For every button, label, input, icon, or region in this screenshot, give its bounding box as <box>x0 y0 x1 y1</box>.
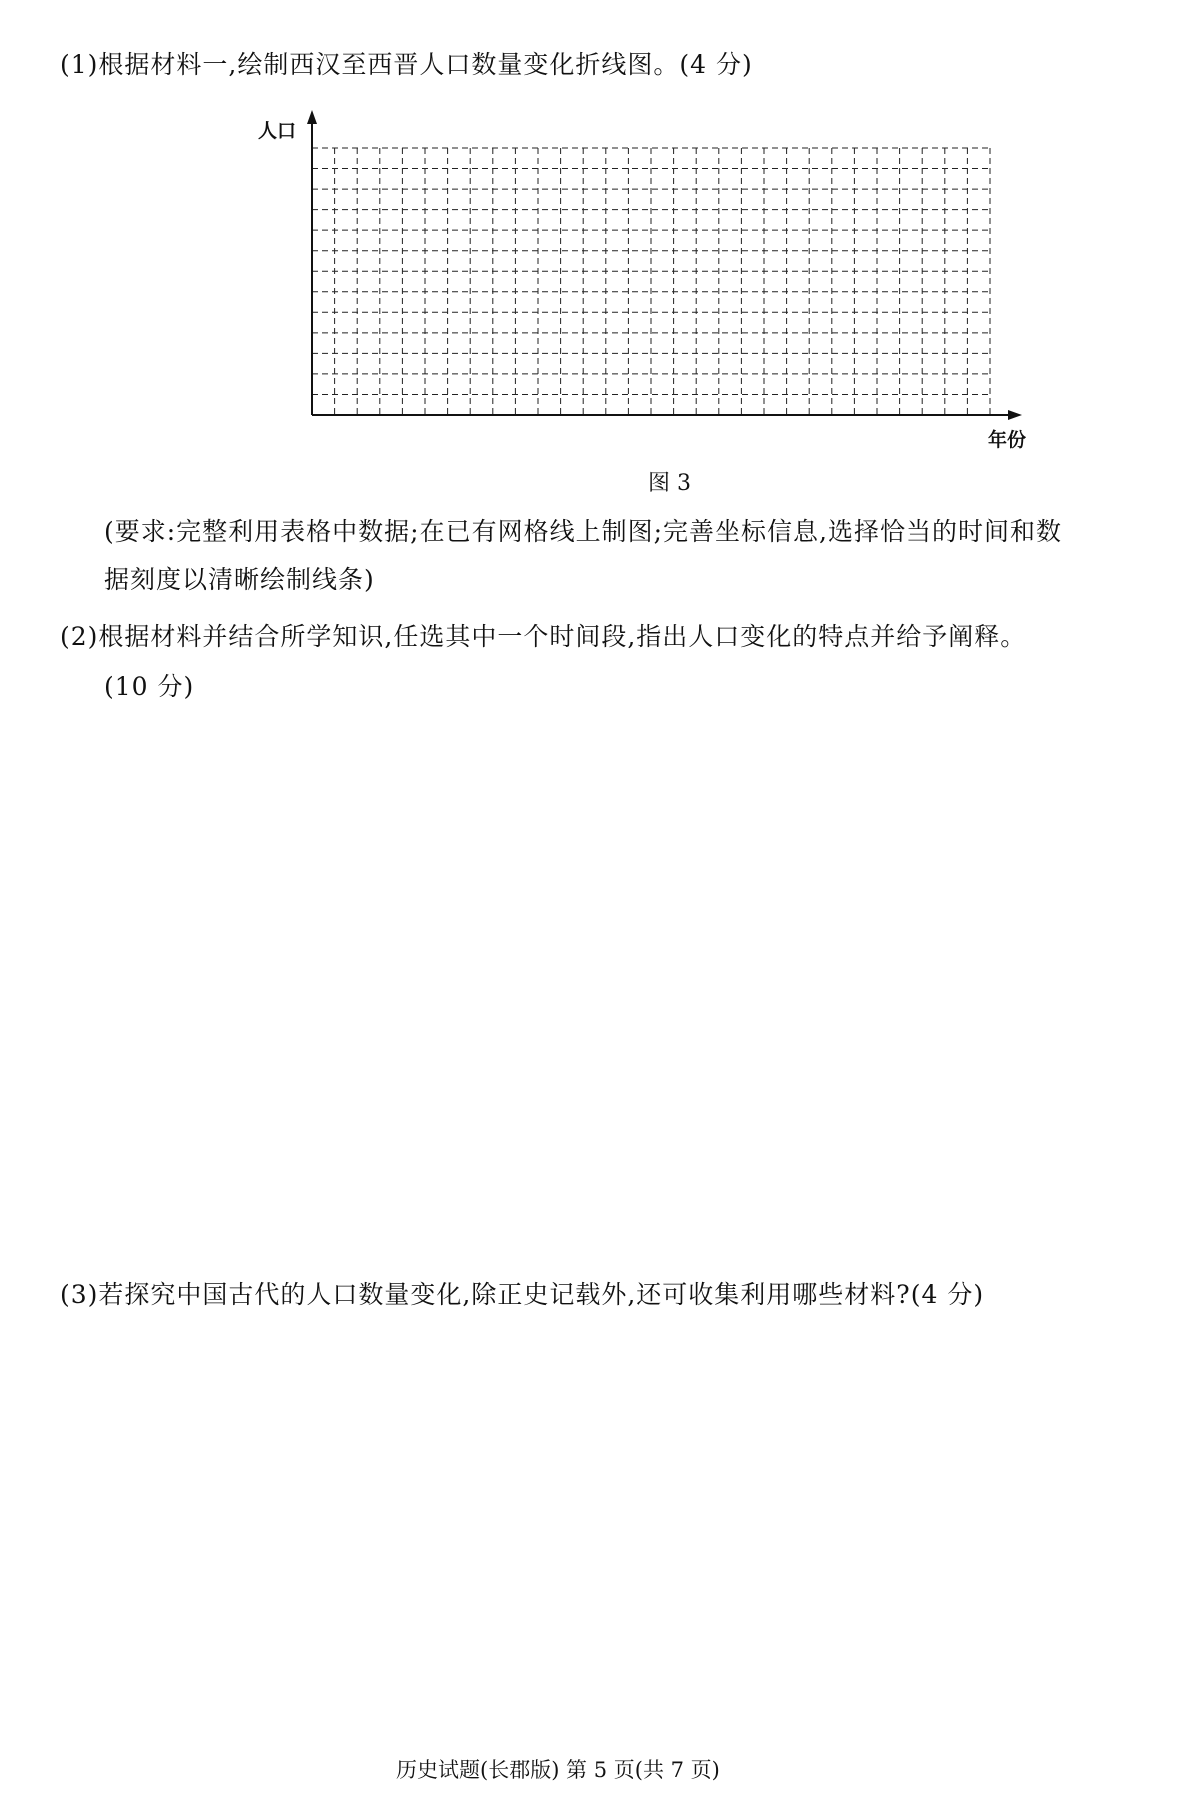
y-axis-arrow-icon <box>307 110 317 124</box>
requirements-line-1: (要求:完整利用表格中数据;在已有网格线上制图;完善坐标信息,选择恰当的时间和数 <box>104 517 1062 546</box>
question-2-prompt-line-2: (10 分) <box>104 672 195 701</box>
page-footer: 历史试题(长郡版) 第 5 页(共 7 页) <box>396 1758 720 1782</box>
requirements-line-2: 据刻度以清晰绘制线条) <box>104 565 375 594</box>
x-axis-label: 年份 <box>988 429 1027 451</box>
question-3-prompt: (3)若探究中国古代的人口数量变化,除正史记载外,还可收集利用哪些材料?(4 分) <box>60 1280 985 1309</box>
figure-caption: 图 3 <box>648 471 691 496</box>
x-axis-arrow-icon <box>1008 410 1022 420</box>
question-2-prompt-line-1: (2)根据材料并结合所学知识,任选其中一个时间段,指出人口变化的特点并给予阐释。 <box>60 622 1027 651</box>
question-1-prompt: (1)根据材料一,绘制西汉至西晋人口数量变化折线图。(4 分) <box>60 50 753 79</box>
blank-graph-grid <box>0 0 1200 460</box>
dashed-grid-lines <box>312 148 990 415</box>
y-axis-label: 人口 <box>258 120 297 142</box>
